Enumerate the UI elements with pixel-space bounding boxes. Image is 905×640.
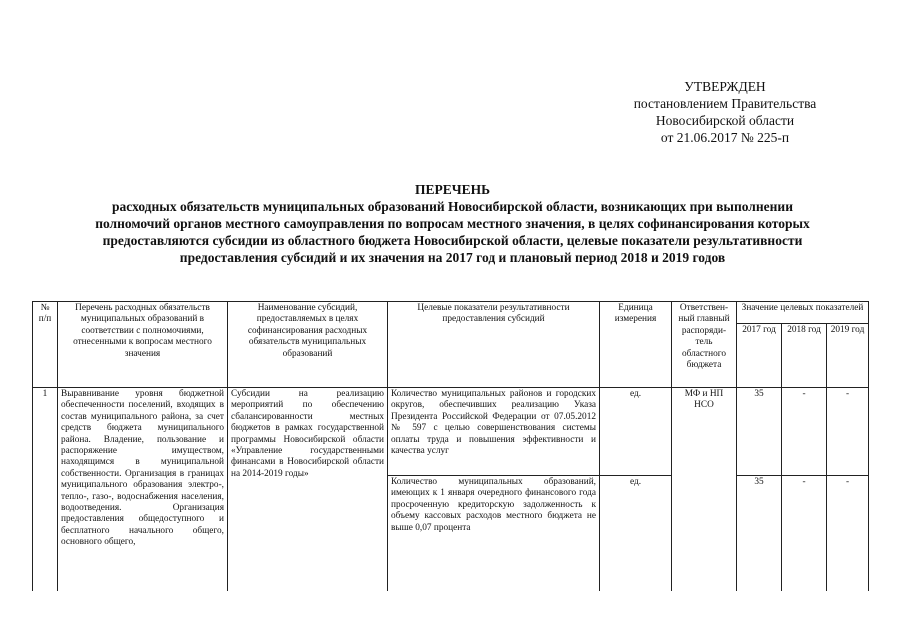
title-line: расходных обязательств муниципальных образований Новосибирской области, возникающих при выполнении bbox=[112, 199, 793, 214]
value-2018: - bbox=[782, 388, 827, 476]
value-2019: - bbox=[827, 476, 869, 591]
title-line: предоставления субсидий и их значения на 2017 год и плановый период 2018 и 2019 годов bbox=[179, 250, 726, 265]
responsible-cell: МФ и НП НСО bbox=[672, 388, 737, 591]
header-responsible: Ответствен-ный главный распоряди-тель областного бюджета bbox=[672, 302, 737, 388]
approval-line: Новосибирской области bbox=[655, 113, 795, 128]
indicator-cell: Количество муниципальных образований, имеющих к 1 января очередного финансового года просроченную кредиторскую задолженность к объему кассовых расходов местного бюджета не выше 0,07 процента bbox=[388, 476, 600, 591]
header-year-2019: 2019 год bbox=[827, 324, 869, 388]
header-unit: Единица измерения bbox=[600, 302, 672, 388]
unit-cell: ед. bbox=[600, 476, 672, 591]
value-2019: - bbox=[827, 388, 869, 476]
title-heading: ПЕРЕЧЕНЬ bbox=[414, 182, 491, 197]
header-obligations: Перечень расходных обязательств муниципальных образований в соответствии с полномочиями, отнесенными к вопросам местного значения bbox=[58, 302, 228, 388]
approval-date: от 21.06.2017 № 225-п bbox=[660, 130, 790, 145]
unit-cell: ед. bbox=[600, 388, 672, 476]
obligations-table bbox=[32, 301, 869, 591]
approval-block bbox=[600, 78, 850, 146]
header-num: № п/п bbox=[33, 302, 58, 388]
indicator-cell: Количество муниципальных районов и городских округов, обеспечивших реализацию Указа Президента Российской Федерации от 07.05.2012 № 597 с целью совершенствования системы оплаты труда и повышения эффективности и качества услуг bbox=[388, 388, 600, 476]
header-year-2018: 2018 год bbox=[782, 324, 827, 388]
approval-line: постановлением Правительства bbox=[633, 96, 817, 111]
table-row bbox=[33, 388, 869, 476]
header-subsidies: Наименование субсидий, предоставляемых в целях софинансирования расходных обязательств муниципальных образований bbox=[228, 302, 388, 388]
document-title bbox=[40, 181, 865, 266]
header-year-2017: 2017 год bbox=[737, 324, 782, 388]
value-2017: 35 bbox=[737, 388, 782, 476]
subsidy-cell: Субсидии на реализацию мероприятий по обеспечению сбалансированности местных бюджетов в рамках государственной программы Новосибирской области «Управление государственными финансами в Новосибирской области на 2014-2019 годы» bbox=[228, 388, 388, 591]
title-line: предоставляются субсидии из областного бюджета Новосибирской области, целевые показатели результативности bbox=[102, 233, 803, 248]
approval-line: УТВЕРЖДЕН bbox=[684, 79, 766, 94]
header-indicators: Целевые показатели результативности предоставления субсидий bbox=[388, 302, 600, 388]
header-values: Значение целевых показателей bbox=[737, 302, 869, 324]
obligation-cell: Выравнивание уровня бюджетной обеспеченности поселений, входящих в состав муниципального района, за счет средств бюджета муниципального района. Владение, пользование и распоряжение имуществом, находящимся в муниципальной собственности. Организация в границах муниципального образования электро-, тепло-, газо-, водоснабжения населения, водоотведения. Организация предоставления общедоступного и бесплатного начального общего, основного общего, bbox=[58, 388, 228, 591]
row-num: 1 bbox=[33, 388, 58, 591]
title-line: полномочий органов местного самоуправления по вопросам местного значения, в целях софинансирования которых bbox=[95, 216, 810, 231]
value-2017: 35 bbox=[737, 476, 782, 591]
value-2018: - bbox=[782, 476, 827, 591]
